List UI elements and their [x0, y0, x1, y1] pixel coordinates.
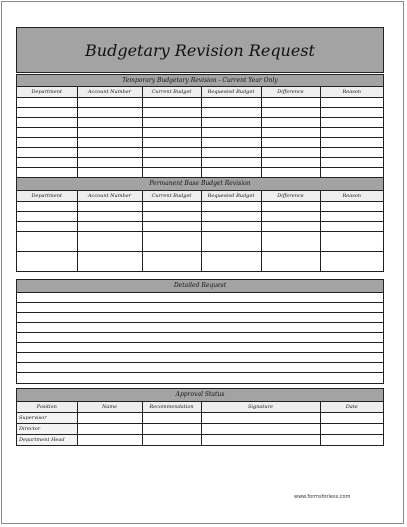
approval-status-section — [16, 388, 384, 446]
table-row[interactable] — [17, 167, 383, 177]
column-header: Department — [17, 87, 77, 97]
table-row[interactable] — [17, 147, 383, 157]
permanent-revision-section — [16, 177, 384, 272]
column-header: Date — [320, 402, 383, 412]
approval-row-label: Director — [17, 423, 77, 434]
approval-row-label: Department Head — [17, 434, 77, 445]
table-row[interactable] — [17, 107, 383, 117]
detailed-request-lines[interactable] — [17, 293, 383, 383]
request-line[interactable] — [17, 353, 383, 363]
column-header: Position — [17, 402, 77, 412]
form-page — [1, 1, 404, 524]
table-row[interactable] — [17, 127, 383, 137]
column-header: Difference — [261, 191, 320, 201]
request-line[interactable] — [17, 363, 383, 373]
column-header: Department — [17, 191, 77, 201]
request-line[interactable] — [17, 293, 383, 303]
table-row[interactable] — [17, 251, 383, 271]
column-header: Name — [77, 402, 142, 412]
detailed-request-section — [16, 279, 384, 384]
approval-row-label: Supervisor — [17, 412, 77, 423]
form-title: Budgetary Revision Request — [85, 40, 315, 60]
request-line[interactable] — [17, 313, 383, 323]
temporary-revision-table — [17, 87, 383, 177]
column-header: Requested Budget — [201, 87, 261, 97]
permanent-revision-table — [17, 191, 383, 271]
table-row[interactable] — [17, 231, 383, 251]
request-line[interactable] — [17, 343, 383, 353]
table-row[interactable] — [17, 201, 383, 211]
request-line[interactable] — [17, 303, 383, 313]
approval-section-heading: Approval Status — [17, 389, 383, 402]
column-header: Requested Budget — [201, 191, 261, 201]
approval-table — [17, 402, 383, 445]
approval-row[interactable] — [17, 423, 383, 434]
column-header: Account Number — [77, 191, 142, 201]
column-header: Reason — [320, 87, 383, 97]
table-row[interactable] — [17, 97, 383, 107]
column-header: Recommendation — [142, 402, 201, 412]
column-header: Reason — [320, 191, 383, 201]
detailed-section-heading: Detailed Request — [17, 280, 383, 293]
table-row[interactable] — [17, 157, 383, 167]
permanent-section-heading: Permanent Base Budget Revision — [17, 178, 383, 191]
request-line[interactable] — [17, 323, 383, 333]
permanent-header-row — [17, 191, 383, 201]
table-row[interactable] — [17, 221, 383, 231]
column-header: Current Budget — [142, 191, 201, 201]
temporary-header-row — [17, 87, 383, 97]
table-row[interactable] — [17, 117, 383, 127]
column-header: Current Budget — [142, 87, 201, 97]
temporary-revision-section — [16, 74, 384, 178]
column-header: Signature — [201, 402, 320, 412]
column-header: Account Number — [77, 87, 142, 97]
approval-row[interactable] — [17, 434, 383, 445]
request-line[interactable] — [17, 373, 383, 383]
column-header: Difference — [261, 87, 320, 97]
temporary-section-heading: Temporary Budgetary Revision - Current Year Only — [17, 75, 383, 87]
table-row[interactable] — [17, 137, 383, 147]
approval-row[interactable] — [17, 412, 383, 423]
request-line[interactable] — [17, 333, 383, 343]
approval-header-row — [17, 402, 383, 412]
table-row[interactable] — [17, 211, 383, 221]
form-title-bar — [16, 27, 384, 73]
footer-website: www.formsforless.com — [294, 494, 351, 500]
